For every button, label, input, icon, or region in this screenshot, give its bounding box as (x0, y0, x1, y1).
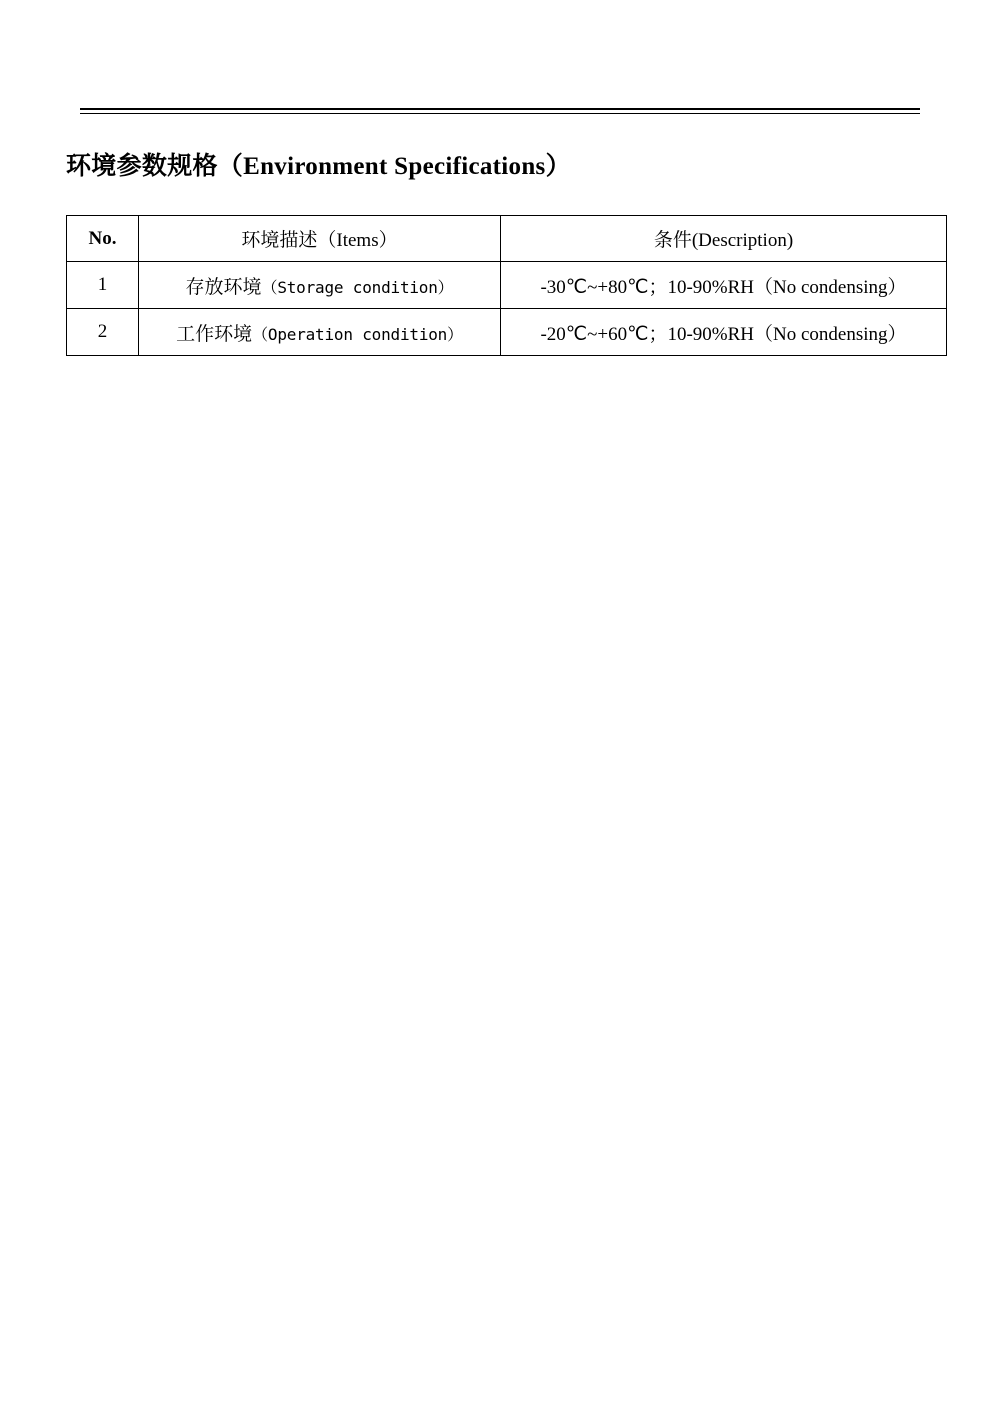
column-header-description-text: 条件(Description) (653, 230, 794, 251)
table-header-row (67, 216, 947, 262)
row-1-item-en: （Storage condition） (261, 277, 454, 297)
row-2-item-cn: 工作环境 (176, 323, 253, 345)
header-divider (80, 108, 920, 114)
row-1-item-cn: 存放环境 (185, 276, 262, 298)
page-title: 环境参数规格（Environment Specifications） (66, 153, 571, 180)
column-header-items-text: 环境描述（Items） (241, 230, 398, 251)
row-2-description: -20℃~+60℃；10-90%RH（No condensing） (501, 309, 947, 356)
column-header-items (139, 216, 501, 262)
header-divider-thick-line (80, 108, 920, 110)
row-1-item (139, 262, 501, 309)
column-header-description (501, 216, 947, 262)
row-2-item-en: （Operation condition） (252, 324, 463, 344)
table-row (67, 309, 947, 356)
header-divider-thin-line (80, 113, 920, 114)
column-header-no: No. (67, 216, 139, 262)
row-2-item (139, 309, 501, 356)
row-1-no: 1 (67, 262, 139, 309)
row-1-description: -30℃~+80℃；10-90%RH（No condensing） (501, 262, 947, 309)
table-row (67, 262, 947, 309)
environment-specifications-table (66, 215, 947, 356)
row-2-no: 2 (67, 309, 139, 356)
